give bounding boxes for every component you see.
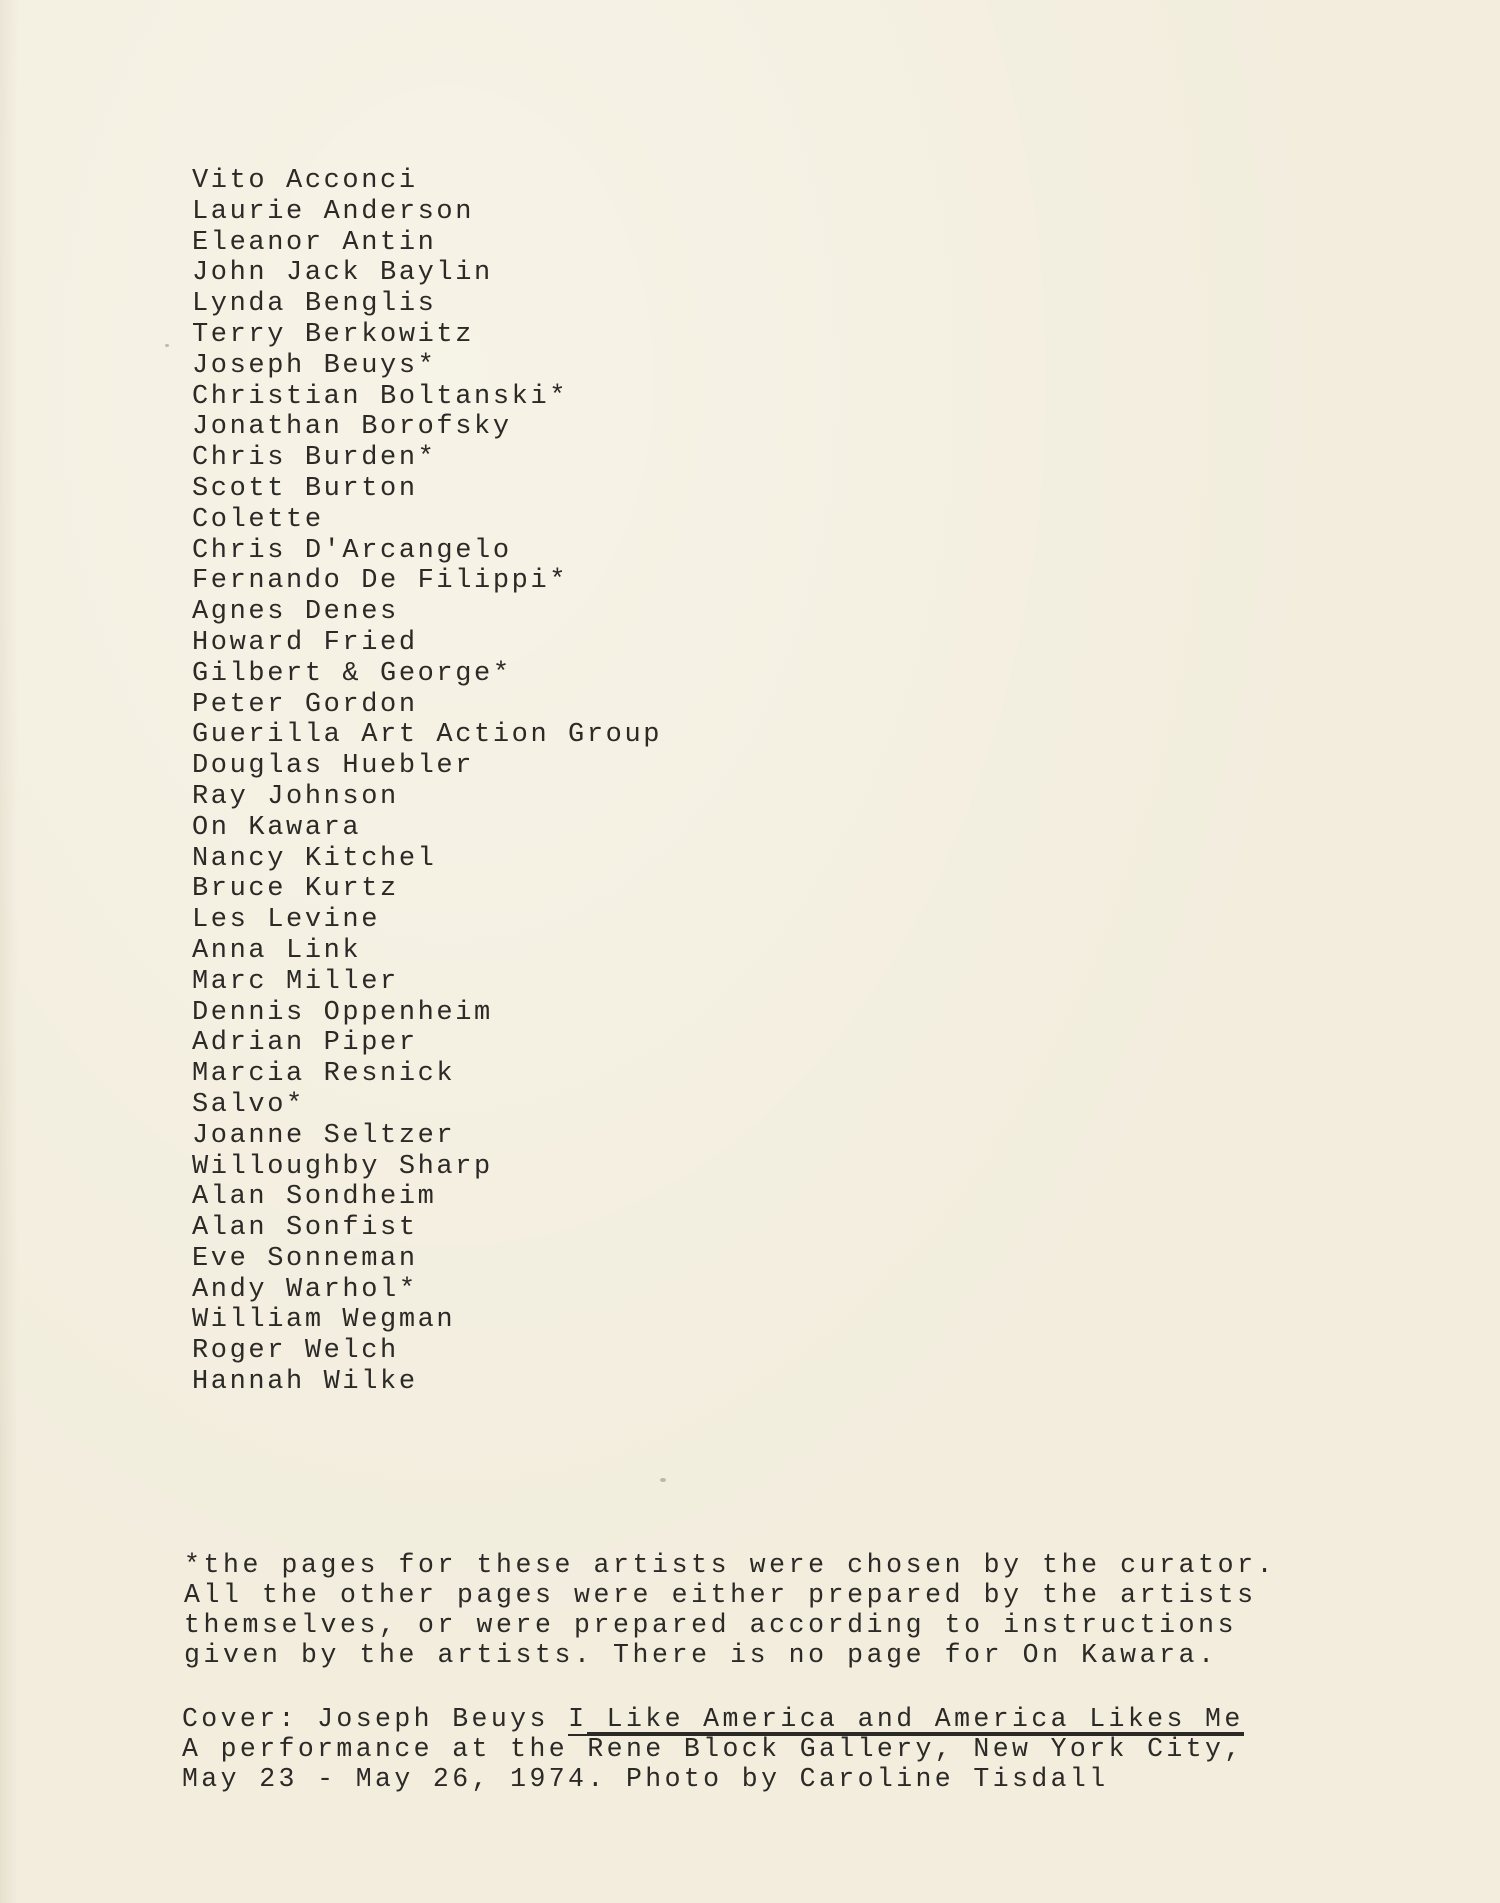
artist-name: Dennis Oppenheim [192, 997, 493, 1028]
artist-name: Ray Johnson [192, 781, 399, 812]
credit-line2-prefix: A performance at the [182, 1734, 588, 1764]
artist-name: Salvo* [192, 1089, 305, 1120]
curator-footnote [184, 1550, 1424, 1670]
artist-name: Marc Miller [192, 966, 399, 997]
artist-name: Howard Fried [192, 627, 418, 658]
artist-name: Laurie Anderson [192, 196, 475, 227]
artist-name: Douglas Huebler [192, 751, 475, 782]
footnote-line: *the pages for these artists were chosen by the curator. [184, 1550, 1277, 1580]
artist-name: Colette [192, 504, 324, 535]
artist-name: Roger Welch [192, 1336, 399, 1367]
artist-name: Andy Warhol* [192, 1274, 418, 1305]
artist-name: Willoughby Sharp [192, 1151, 493, 1182]
credit-line-3: May 23 - May 26, 1974. Photo by Caroline Tisdall [182, 1764, 1109, 1794]
artist-name: Lynda Benglis [192, 289, 437, 320]
artist-name: Eleanor Antin [192, 227, 437, 258]
artist-name: Les Levine [192, 905, 381, 936]
cover-credit [182, 1704, 1442, 1794]
artist-name: Chris Burden* [192, 443, 437, 474]
footnote-line: themselves, or were prepared according to instructions [184, 1610, 1238, 1640]
artist-name: Guerilla Art Action Group [192, 720, 663, 751]
artist-name: Christian Boltanski* [192, 381, 569, 412]
artist-list [192, 166, 662, 1398]
artist-name: Nancy Kitchel [192, 843, 437, 874]
artist-name: Hannah Wilke [192, 1367, 418, 1398]
artist-name: William Wegman [192, 1305, 456, 1336]
credit-prefix: Cover: Joseph Beuys [182, 1704, 569, 1734]
artist-name: Alan Sonfist [192, 1213, 418, 1244]
footnote-line: All the other pages were either prepared by the artists [184, 1580, 1257, 1610]
artist-name: Fernando De Filippi* [192, 566, 569, 597]
gallery-venue: Rene Block Gallery, New York City, [587, 1734, 1244, 1764]
artist-name: Chris D'Arcangelo [192, 535, 512, 566]
artist-name: Jonathan Borofsky [192, 412, 512, 443]
artist-name: Alan Sondheim [192, 1182, 437, 1213]
credit-line-2 [182, 1734, 1442, 1764]
artist-name: Joseph Beuys* [192, 350, 437, 381]
artist-name: Terry Berkowitz [192, 319, 475, 350]
artist-name: Vito Acconci [192, 166, 418, 196]
cover-work-title: I Like America and America Likes Me [568, 1704, 1244, 1734]
artist-name: Anna Link [192, 935, 362, 966]
paper-fleck [165, 344, 169, 347]
credit-line-1 [182, 1704, 1442, 1734]
artist-name: Adrian Piper [192, 1028, 418, 1059]
artist-name: Marcia Resnick [192, 1059, 456, 1090]
artist-name: Scott Burton [192, 473, 418, 504]
artist-name: Eve Sonneman [192, 1243, 418, 1274]
artist-name: Peter Gordon [192, 689, 418, 720]
artist-name: Gilbert & George* [192, 658, 512, 689]
footnote-line: given by the artists. There is no page for On Kawara. [184, 1640, 1218, 1670]
artist-name: Joanne Seltzer [192, 1120, 456, 1151]
artist-name: Bruce Kurtz [192, 874, 399, 905]
artist-name: Agnes Denes [192, 597, 399, 628]
artist-name: John Jack Baylin [192, 258, 493, 289]
paper-fleck [660, 1478, 666, 1482]
artist-name: On Kawara [192, 812, 362, 843]
